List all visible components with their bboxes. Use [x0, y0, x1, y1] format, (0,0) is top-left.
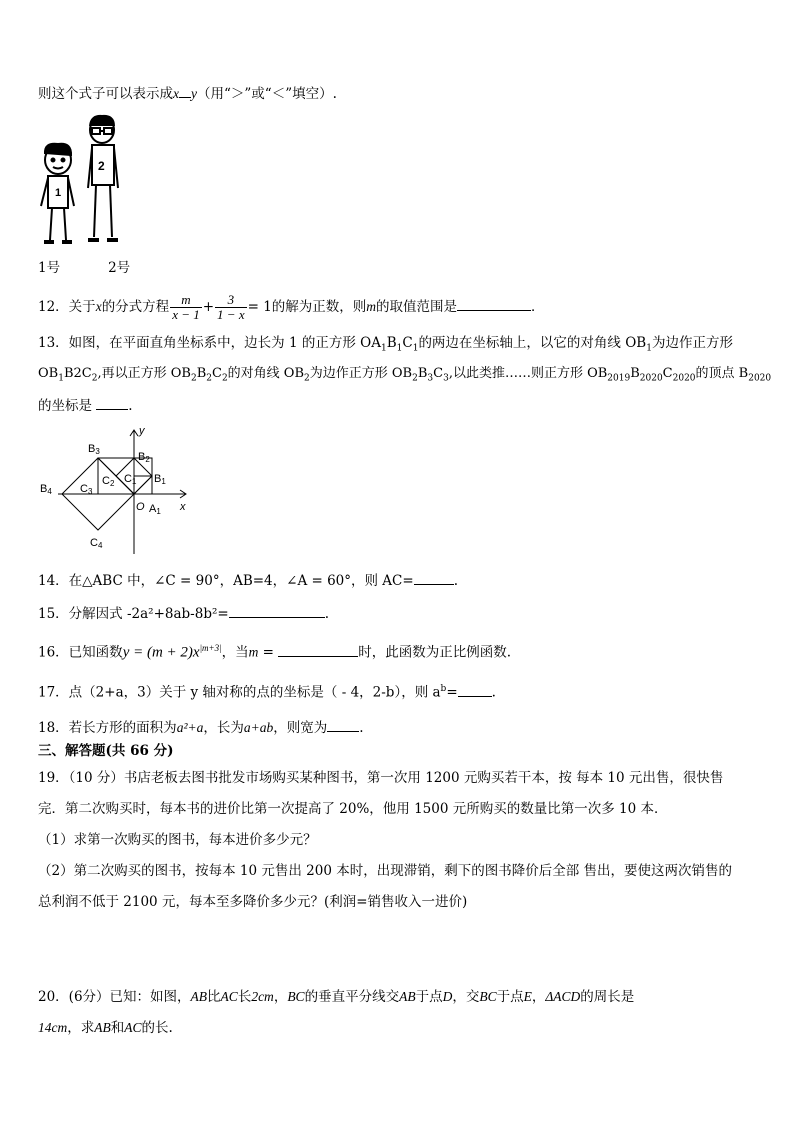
label-person-1: 1号	[38, 260, 61, 276]
label-C4: C4	[90, 537, 103, 550]
q18-suffix: ，则宽为	[273, 720, 328, 736]
q13-l2d: B	[196, 366, 207, 381]
q16-suffix: 时，此函数为正比例函数.	[358, 644, 512, 661]
q13-l1d: 的两边在坐标轴上，以它的对角线 OB	[418, 335, 647, 351]
label-O: O	[136, 501, 145, 513]
question-15	[38, 603, 329, 624]
q19-part1: （1）求第一次购买的图书，每本进价多少元？	[38, 832, 317, 848]
question-17	[38, 679, 496, 703]
q20-l1d: ，	[273, 989, 288, 1005]
q16-exponent: |m+3|	[199, 643, 222, 653]
sub: 2020	[639, 373, 663, 384]
var-x: x	[173, 86, 179, 101]
q13-l2k: B	[630, 366, 640, 381]
answer-blank	[179, 83, 191, 98]
top-line-suffix: （用“＞”或“＜”填空）.	[197, 86, 337, 102]
label-B3: B3	[88, 443, 100, 456]
q12-frac1-den: x − 1	[172, 307, 200, 322]
q13-l2l: C	[662, 366, 673, 381]
sub: 2	[190, 373, 197, 384]
q17-text: 17．点（2+a，3）关于 y 轴对称的点的坐标是（ - 4，2-b），则 a	[38, 684, 441, 701]
label-y: y	[139, 425, 145, 437]
question-20-line-2	[38, 1018, 173, 1038]
q13-l2b: B2C	[63, 366, 92, 381]
q20-l1a: 20．(6分）已知：如图，	[38, 989, 191, 1005]
q15-end: .	[324, 606, 329, 622]
q16-eq: =	[258, 644, 279, 661]
q12-prefix: 12．关于	[38, 299, 96, 315]
q13-l3-end: .	[128, 398, 133, 414]
sub: 1	[646, 343, 652, 354]
q18-answer-blank	[327, 717, 359, 732]
q12-frac2-den: 1 − x	[217, 307, 245, 322]
label-A1: A1	[149, 503, 161, 516]
q13-l1b: B	[386, 335, 397, 351]
sub: 3	[443, 373, 449, 384]
q16-formula: y = (m + 2)x	[122, 644, 200, 661]
sub: 1	[396, 343, 403, 354]
sub: 2020	[748, 373, 772, 384]
question-19-line-1	[38, 768, 723, 788]
question-13-line-3	[38, 395, 133, 416]
q14-answer-blank	[414, 570, 454, 585]
q19-part2-line1: （2）第二次购买的图书，按每本 10 元售出 200 本时，出现滞销，剩下的图书降价后全部 售出，要使这两次销售的	[38, 863, 732, 879]
q20-l1c: 长	[237, 989, 252, 1005]
q13-l2e: C	[211, 366, 222, 381]
question-19-part-2-line-2	[38, 892, 467, 912]
q20-AB-3: AB	[94, 1020, 111, 1035]
q14-text: 14．在△ABC 中，∠C = 90°，AB=4，∠A = 60°，则 AC=	[38, 573, 414, 589]
q17-end: .	[491, 684, 496, 701]
q12-var-m: m	[366, 299, 377, 314]
q20-l2a: 14cm	[38, 1020, 68, 1035]
q17-sup: b	[440, 684, 447, 694]
q20-AC-2: AC	[124, 1020, 142, 1035]
shirt-number-1: 1	[55, 187, 62, 199]
q20-D: D	[442, 989, 453, 1004]
sub: 2	[304, 373, 310, 384]
label-B4: B4	[40, 483, 52, 496]
q20-l1j: 的周长是	[580, 989, 635, 1005]
q13-l2j: ,以此类推……则正方形 OB	[448, 366, 608, 381]
question-13-line-2	[38, 364, 771, 389]
q20-AC: AC	[220, 989, 238, 1004]
person-2-figure	[88, 116, 118, 240]
sub: 2020	[672, 373, 696, 384]
q19-part2-line2: 总利润不低于 2100 元，每本至多降价多少元？(利润=销售收入一进价)	[38, 894, 468, 910]
q20-len: 2cm	[251, 989, 274, 1004]
q19-line2: 完．第二次购买时，每本书的进价比第一次提高了 20%，他用 1500 元所购买的数量比第一次多 10 本．	[38, 801, 668, 817]
label-C2: C2	[102, 475, 115, 488]
label-B1: B1	[154, 473, 166, 486]
shirt-number-2: 2	[98, 159, 105, 173]
q13-l2g: 为边作正方形 OB	[309, 366, 413, 381]
q13-l1c: C	[402, 335, 413, 351]
q12-fraction-2	[215, 293, 247, 322]
question-14	[38, 570, 458, 591]
square-spiral-diagram	[38, 424, 198, 558]
question-12	[38, 293, 545, 322]
q20-l1h: 于点	[496, 989, 524, 1005]
q20-AB-2: AB	[399, 989, 416, 1004]
top-line	[38, 83, 337, 104]
q18-prefix: 18．若长方形的面积为	[38, 720, 177, 736]
q20-tri: ΔACD	[545, 989, 581, 1004]
q13-l2m: 的顶点 B	[695, 366, 749, 381]
q13-l1e: 为边作正方形	[651, 335, 733, 351]
question-19-part-1	[38, 830, 317, 850]
q20-l2b: ，求	[67, 1020, 95, 1036]
q12-after: 的解为正数，则	[271, 299, 367, 315]
people-labels	[38, 258, 130, 278]
sub: 3	[427, 373, 434, 384]
q12-frac1-num: m	[170, 293, 202, 308]
question-19-part-2-line-1	[38, 861, 732, 881]
q20-l1i: ，	[531, 989, 546, 1005]
label-C1: C1	[124, 473, 137, 486]
q12-plus: +	[202, 299, 215, 315]
label-person-2: 2号	[108, 260, 131, 276]
figure-people	[36, 112, 136, 252]
q20-E: E	[523, 989, 532, 1004]
sub: 2	[221, 373, 228, 384]
sub: 2	[206, 373, 212, 384]
question-20-line-1	[38, 987, 634, 1007]
people-illustration	[36, 112, 136, 252]
q13-l1a: 13．如图，在平面直角坐标系中，边长为 1 的正方形 OA	[38, 335, 381, 351]
section-3-title-text: 三、解答题(共 66 分)	[38, 743, 174, 759]
q19-line1: 19．（10 分）书店老板去图书批发市场购买某种图书，第一次用 1200 元购买若干本，按 每本 10 元出售，很快售	[38, 770, 724, 786]
question-13-line-1	[38, 333, 733, 359]
q20-l2c: 和	[110, 1020, 125, 1036]
question-16	[38, 638, 511, 663]
q16-answer-blank	[278, 642, 358, 657]
q20-l1f: 于点	[415, 989, 443, 1005]
section-3-title	[38, 741, 173, 761]
q12-frac2-num: 3	[215, 293, 247, 308]
q12-suffix: 的取值范围是	[376, 299, 458, 315]
q13-l2i: C	[433, 366, 444, 381]
q16-mid: ，当	[221, 644, 249, 661]
question-19-line-2	[38, 799, 668, 819]
q12-eq: = 1	[247, 299, 272, 315]
q13-l2h: B	[417, 366, 428, 381]
q18-mid: ，长为	[203, 720, 244, 736]
q20-AB: AB	[190, 989, 208, 1004]
sub: 2	[91, 373, 98, 384]
q13-l2a: OB	[38, 366, 59, 381]
q13-answer-blank	[96, 395, 128, 410]
q13-figure	[38, 424, 198, 558]
label-C3: C3	[80, 483, 93, 496]
q18-area: a²+a	[176, 720, 204, 735]
q20-l1g: ，交	[452, 989, 480, 1005]
q12-fraction-1	[170, 293, 202, 322]
q12-var-x: x	[95, 299, 102, 314]
label-x: x	[180, 501, 186, 513]
q13-l2f: 的对角线 OB	[227, 366, 305, 381]
q20-l1b: 比	[207, 989, 221, 1005]
q18-end: .	[359, 720, 364, 736]
q12-end: ．	[531, 299, 545, 315]
top-line-prefix: 则这个式子可以表示成	[38, 86, 173, 102]
sub: 1	[58, 373, 64, 384]
q18-length: a+ab	[243, 720, 274, 735]
q12-answer-blank	[457, 296, 531, 311]
label-B2: B2	[138, 451, 150, 464]
q20-BC: BC	[287, 989, 305, 1004]
q13-l2c: ,再以正方形 OB	[97, 366, 191, 381]
q17-eq: =	[446, 684, 458, 701]
q16-prefix: 16．已知函数	[38, 644, 123, 661]
q17-answer-blank	[458, 682, 492, 697]
sub: 2019	[607, 373, 631, 384]
q12-mid: 的分式方程	[101, 299, 170, 315]
question-18	[38, 717, 364, 738]
q14-end: .	[453, 573, 458, 589]
q20-l1e: 的垂直平分线交	[304, 989, 400, 1005]
q20-l2d: 的长.	[141, 1020, 173, 1036]
sub: 1	[412, 343, 419, 354]
q16-var-m: m	[248, 644, 259, 660]
q15-text: 15．分解因式 -2a²+8ab-8b²=	[38, 606, 229, 622]
sub: 2	[412, 373, 418, 384]
q20-BC-2: BC	[479, 989, 497, 1004]
var-y: y	[191, 86, 197, 101]
q15-answer-blank	[229, 603, 325, 618]
q13-l3: 的坐标是	[38, 398, 92, 414]
sub: 1	[380, 343, 387, 354]
